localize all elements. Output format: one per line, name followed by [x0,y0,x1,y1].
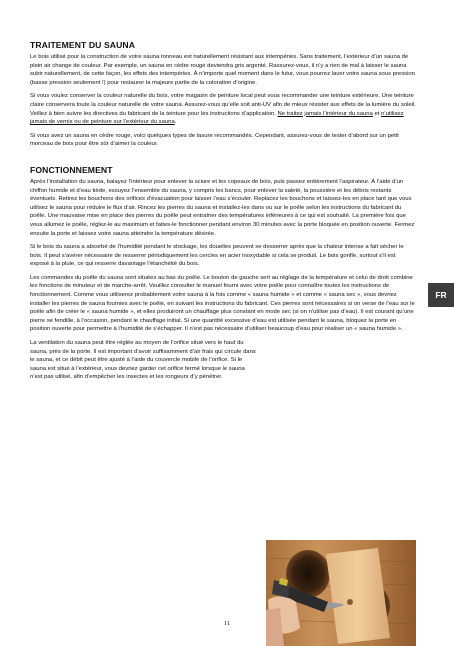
page-number: 11 [223,620,231,627]
warning-interior: Ne traitez jamais l’intérieur du sauna [277,110,373,117]
treatment-paragraph-2-text: Si vous voulez conserver la couleur naturelle du bois, votre magasin de peinture local peut vous recommander une teinture extérieure. Une teinture claire conservera toute la couleur naturelle de votre sauna. Assurez-vous qu’elle soit anti-UV afin de mieux résister aux effets de la lumière du soleil. Veillez à bien suivre les directives du fabricant de la teinture pour les instructions d’application. [30,93,416,117]
operation-paragraph-4: La ventilation du sauna peut être réglée au moyen de l’orifice situé vers le haut du sauna, près de la porte. Il est important d’avoir suffisamment d’air frais qui circule dans le sauna, et ce débit peut être ajusté à l’aide du couvercle mobile de l’orifice. Si le sauna est situé à l’extérieur, vous devriez garder cet orifice fermé lorsque le sauna n’est pas utilisé, afin d’empêcher les insectes et les rongeurs d’y pénétrer. [30,340,256,381]
operation-paragraph-3: Les commandes du poêle du sauna sont situées au bas du poêle. Le bouton de gauche sert au réglage de la température et celui de droit combine les fonctions de minuteur et de marche-arrêt. Veuillez consulter le manuel fourni avec votre poêle pour connaître toutes les instructions de fonctionnement. Comme vous utiliserez probablement votre sauna à la fois comme « sauna humide » et comme « sauna sec », vous devriez installer les pierres de sauna fournies avec le poêle, en suivant les instructions du fabricant. Ces pierres sont nécessaires si on verse de l’eau sur le poêle afin de créer le « sauna humide », et elles produiront un chauffage plus constant en mode sec (si on n’utilise pas d’eau). Il est courant qu’une pierre se fendille, à l’occasion, pendant le chauffage initial. Si une quantité excessive d’eau est utilisée pendant le sauna, bloquez la porte en position ouverte pour permettre à l’humidité de s’échapper. Il n’est pas nécessaire d’utiliser beaucoup d’eau pour réaliser un « sauna humide ». [30,274,415,333]
section-title-treatment: TRAITEMENT DU SAUNA [30,40,136,50]
language-tab: FR [428,283,454,307]
treatment-paragraph-2-and: et [372,110,382,117]
operation-paragraph-2: Si le bois du sauna a absorbé de l’humidité pendant le stockage, les douelles peuvent se desserrer après que la chaleur intense a fait sécher le bois. Il peut s’avérer nécessaire de resserrer périodiquement les cercles en acier inoxydable si cela se produit. Le bois gonfle, surtout s’il est exposé à la pluie, ce qui resserre davantage l’étanchéité du bois. [30,244,404,268]
operation-paragraph-1: Après l’installation du sauna, balayez l’intérieur pour enlever la sciure et les copeaux de bois, puis passez entièrement l’aspirateur. À l’aide d’un chiffon humide et d’eau tiède, essuyez l’ensemble du sauna, y compris les bancs, pour enlever la saleté, la poussière et les débris restants éventuels. Retirez les bouchons des orifices d’évacuation pour laisser l’eau s’écouler. Replacez les bouchons et laissez-les en place tant que vous utilisez le sauna pour réduire le flux d’air. Rincez les pierres du sauna et installez-les dans ou sur le poêle selon les instructions du fabricant du poêle. Une mauvaise mise en place des pierres du poêle peut entraîner des températures inférieures à ce qui est souhaité. La première fois que vous allumez le poêle, réglez-le au maximum et faites-le fonctionner pendant environ 30 minutes avec la porte bloquée en position ouverte. Fermez ensuite la porte et laissez votre sauna atteindre la température désirée. [30,178,415,237]
warning-exterior: n’utilisez jamais de vernis ou de peinture sur l’extérieur du sauna [30,110,404,126]
treatment-paragraph-3: Si vous avez un sauna en cèdre rouge, voici quelques types de lasure recommandés. Cependant, assurez-vous de tester d’abord sur un petit morceau de bois pour être sûr d’aimer la couleur. [30,132,399,148]
section-title-operation: FONCTIONNEMENT [30,164,113,175]
page-content [30,40,416,387]
treatment-paragraph-1: Le bois utilisé pour la construction de votre sauna tonneau est naturellement résistant aux intempéries. Sans traitement, l’extérieur d’un sauna de plein air change de couleur. Par exemple, un sauna en cèdre rouge deviendra gris argenté. Rassurez-vous, il n’y a rien de mal à laisser le sauna subir naturellement, de cette façon, les effets des intempéries. À n’importe quel moment dans le futur, vous pourrez laver votre sauna sous pression (basse pression seulement !) pour restaurer la majeure partie de la coloration d’origine. [30,54,415,86]
treatment-paragraph-2 [30,92,416,126]
vent-adjustment-photo [266,540,416,646]
treatment-paragraph-2-end: . [174,119,177,126]
